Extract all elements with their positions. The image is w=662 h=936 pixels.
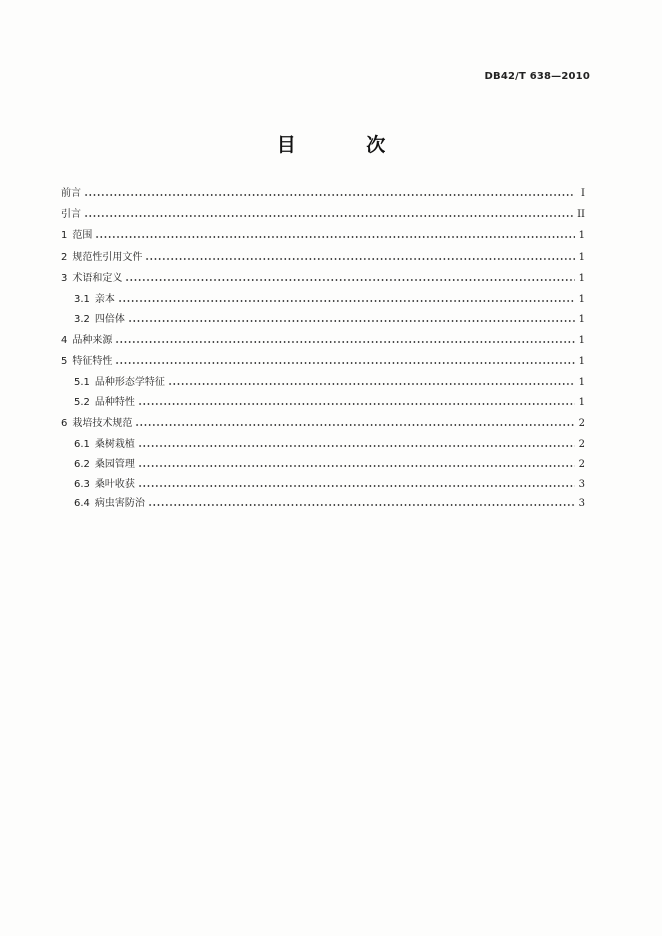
toc-dot-leader: [138, 484, 575, 488]
toc-entry-number: 3: [61, 273, 68, 284]
toc-dot-leader: [128, 319, 575, 323]
toc-entry-text: 栽培技术规范: [72, 418, 133, 429]
toc-dot-leader: [148, 503, 575, 507]
toc-entry-page: I: [581, 188, 585, 199]
toc-entry-page: 3: [578, 479, 585, 490]
toc-entry-text: 特征特性: [72, 356, 113, 367]
toc-dot-leader: [138, 464, 575, 468]
toc-entry: [74, 457, 585, 471]
toc-entry-text: 引言: [61, 209, 81, 220]
toc-entry-number: 3.2: [74, 314, 90, 325]
toc-entry-label: [61, 273, 125, 285]
toc-entry: [74, 292, 585, 306]
toc-entry-label: [61, 252, 145, 264]
toc-entry-label: [61, 209, 84, 221]
toc-entry: [74, 437, 585, 451]
toc-entry: [61, 207, 585, 221]
toc-entry-text: 病虫害防治: [94, 498, 145, 509]
toc-entry-page: 2: [578, 439, 585, 450]
toc-entry-page: 1: [578, 273, 585, 284]
toc-dot-leader: [95, 235, 574, 239]
toc-entry: [74, 395, 585, 409]
toc-entry: [74, 312, 585, 326]
toc-entry-text: 范围: [72, 230, 93, 241]
toc-entry-number: 6: [61, 418, 68, 429]
toc-entry-text: 品种特性: [94, 397, 135, 408]
toc-entry-text: 桑园管理: [94, 459, 135, 470]
toc-entry-label: [74, 314, 128, 326]
toc-entry-label: [74, 459, 138, 471]
toc-entry: [61, 228, 585, 242]
toc-entry-number: 6.1: [74, 439, 90, 450]
toc-entry-label: [61, 418, 135, 430]
toc-dot-leader: [168, 382, 575, 386]
toc-dot-leader: [84, 214, 573, 218]
toc-entry-page: 1: [578, 335, 585, 346]
toc-entry-number: 5: [61, 356, 68, 367]
toc-entry: [74, 375, 585, 389]
toc-entry-page: 2: [578, 459, 585, 470]
toc-entry-text: 规范性引用文件: [72, 252, 143, 263]
toc-entry-page: 1: [578, 377, 585, 388]
toc-dot-leader: [115, 361, 574, 365]
toc-title: 目 次: [276, 134, 418, 156]
toc-entry-number: 6.3: [74, 479, 90, 490]
toc-entry: [74, 477, 585, 491]
toc-entry-number: 6.2: [74, 459, 90, 470]
toc-entry-label: [74, 439, 138, 451]
toc-dot-leader: [84, 193, 575, 197]
toc-dot-leader: [135, 423, 574, 427]
toc-entry-number: 2: [61, 252, 68, 263]
toc-dot-leader: [145, 257, 574, 261]
toc-entry-label: [61, 356, 115, 368]
toc-dot-leader: [125, 278, 574, 282]
toc-dot-leader: [118, 299, 575, 303]
toc-entry-label: [74, 498, 148, 510]
toc-entry-number: 3.1: [74, 294, 90, 305]
toc-entry-number: 4: [61, 335, 68, 346]
toc-entry-number: 6.4: [74, 498, 90, 509]
toc-entry-text: 四倍体: [94, 314, 125, 325]
toc-entry: [61, 271, 585, 285]
toc-entry-text: 品种来源: [72, 335, 113, 346]
toc-dot-leader: [138, 402, 575, 406]
toc-entry: [74, 496, 585, 510]
toc-entry: [61, 333, 585, 347]
toc-entry-text: 亲本: [94, 294, 115, 305]
toc-entry-label: [74, 479, 138, 491]
toc-entry: [61, 250, 585, 264]
toc-entry-page: II: [577, 209, 585, 220]
toc-entry-text: 桑树栽植: [94, 439, 135, 450]
toc-entry-page: 1: [578, 356, 585, 367]
toc-entry: [61, 354, 585, 368]
toc-entry-label: [61, 335, 115, 347]
toc-entry-text: 前言: [61, 188, 81, 199]
toc-entry-label: [61, 230, 95, 242]
toc-entry-number: 5.1: [74, 377, 90, 388]
toc-entry-label: [61, 188, 84, 200]
toc-entry-page: 2: [578, 418, 585, 429]
toc-entry-page: 1: [578, 314, 585, 325]
document-code: DB42/T 638—2010: [484, 71, 590, 82]
toc-entry-page: 1: [578, 294, 585, 305]
toc-entry: [61, 416, 585, 430]
toc-entry-page: 3: [578, 498, 585, 509]
toc-entry-number: 1: [61, 230, 68, 241]
toc-entry-text: 术语和定义: [72, 273, 123, 284]
toc-entry-text: 桑叶收获: [94, 479, 135, 490]
toc-entry-page: 1: [578, 230, 585, 241]
toc-entry-label: [74, 377, 168, 389]
toc-dot-leader: [138, 444, 575, 448]
toc-entry-label: [74, 397, 138, 409]
toc-entry-text: 品种形态学特征: [94, 377, 165, 388]
toc-entry-label: [74, 294, 118, 306]
toc-entry-number: 5.2: [74, 397, 90, 408]
toc-entry: [61, 186, 585, 200]
toc-dot-leader: [115, 340, 574, 344]
toc-entry-page: 1: [578, 397, 585, 408]
toc-entry-page: 1: [578, 252, 585, 263]
